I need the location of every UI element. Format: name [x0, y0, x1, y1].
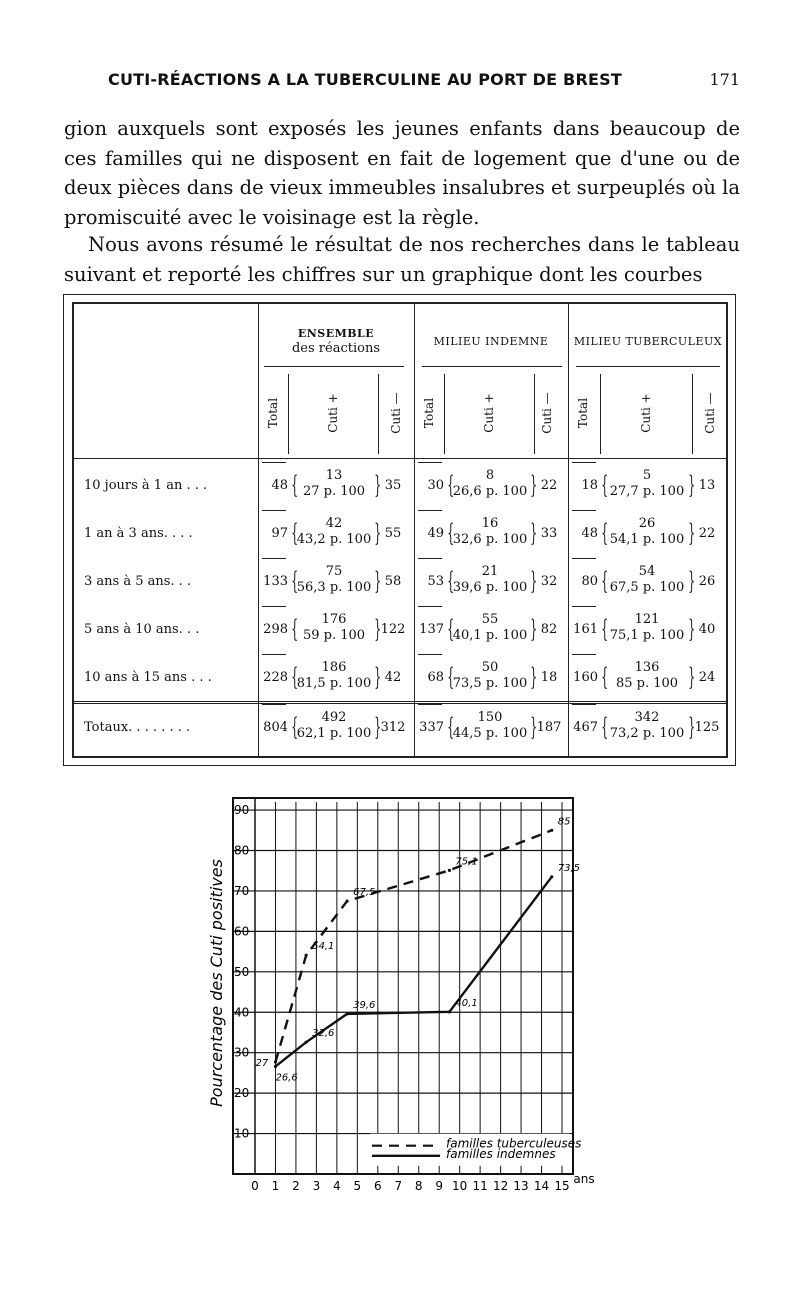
cell-cuti-pct-all: 59 p. 100: [302, 628, 366, 643]
cell-total-ind: 68: [427, 670, 444, 685]
group-subtitle-all: des réactions: [291, 341, 380, 356]
subheader-total-tuberculeux: Total: [576, 397, 590, 429]
cell-neg-all: 55: [384, 526, 402, 541]
cell-total-tub: 18: [581, 478, 598, 493]
x-tick-label: 10: [452, 1179, 468, 1193]
percentage-chart: [200, 788, 600, 1198]
cell-total-ind: 30: [427, 478, 444, 493]
cell-cuti-pct-ind: 26,6 p. 100: [452, 484, 528, 499]
cell-total-all: 804: [263, 720, 288, 735]
cell-total-all: 298: [263, 622, 288, 637]
brace-right-ind: }: [530, 615, 538, 643]
cell-cuti-pct-ind: 40,1 p. 100: [452, 628, 528, 643]
table-row-label: 5 ans à 10 ans. . .: [84, 622, 200, 637]
data-label: 40,1: [455, 997, 478, 1009]
cell-cuti-count-all: 75: [325, 564, 343, 579]
legend-label-tuberculeuses: familles tuberculeuses: [446, 1136, 582, 1151]
cell-total-all: 228: [263, 670, 288, 685]
legend-label-indemnes: familles indemnes: [446, 1146, 556, 1161]
cell-cuti-count-ind: 150: [477, 710, 503, 725]
x-tick-label: 14: [533, 1179, 550, 1193]
data-point: [305, 1041, 308, 1044]
brace-right-tub: }: [688, 615, 696, 643]
table-row-label: 3 ans à 5 ans. . .: [84, 574, 192, 589]
cell-cuti-count-tub: 26: [638, 516, 656, 531]
x-tick-label: 7: [394, 1179, 403, 1193]
data-point: [550, 829, 553, 832]
data-label: 32,6: [312, 1028, 335, 1040]
data-label: 73,5: [557, 862, 581, 874]
cell-cuti-pct-all: 62,1 p. 100: [296, 726, 372, 741]
totals-row-label: Totaux. . . . . . . .: [84, 720, 191, 735]
cell-total-all: 97: [271, 526, 288, 541]
group-header-all: [258, 326, 414, 356]
subheader-cutineg-indemne: Cuti —: [540, 392, 554, 434]
cell-total-ind: 137: [419, 622, 444, 637]
cell-cuti-pct-tub: 67,5 p. 100: [609, 580, 685, 595]
brace-right-ind: }: [530, 567, 538, 595]
cell-cuti-pct-ind: 32,6 p. 100: [452, 532, 528, 547]
cell-neg-tub: 125: [694, 720, 720, 735]
brace-left-tub: {: [601, 567, 609, 595]
cell-cuti-pct-tub: 85 p. 100: [615, 676, 679, 691]
cell-cuti-pct-all: 56,3 p. 100: [296, 580, 372, 595]
brace-right-tub: }: [688, 713, 696, 741]
group-title-all: ENSEMBLE: [297, 327, 375, 340]
y-tick-label: 70: [234, 883, 250, 898]
cell-total-tub: 467: [573, 720, 598, 735]
data-label: 75,1: [455, 856, 478, 868]
cell-cuti-pct-tub: 75,1 p. 100: [609, 628, 685, 643]
brace-left-all: {: [291, 519, 299, 547]
cell-cuti-pct-all: 27 p. 100: [302, 484, 366, 499]
brace-right-all: }: [374, 615, 382, 643]
subheader-cutineg-tuberculeux: Cuti —: [703, 392, 717, 434]
brace-right-tub: }: [688, 663, 696, 691]
x-tick-label: 9: [435, 1179, 444, 1193]
cell-neg-all: 312: [380, 720, 406, 735]
brace-left-all: {: [291, 615, 299, 643]
x-tick-label: 4: [333, 1179, 341, 1193]
brace-right-tub: }: [688, 471, 696, 499]
cell-cuti-count-all: 492: [321, 710, 347, 725]
brace-left-tub: {: [601, 471, 609, 499]
subheader-cutipos-tuberculeux: Cuti +: [639, 393, 653, 433]
page-number: 171: [709, 70, 740, 89]
data-label: 67,5: [353, 887, 376, 899]
brace-left-tub: {: [601, 615, 609, 643]
data-label: 85: [557, 816, 571, 828]
data-point: [305, 954, 308, 957]
running-title: CUTI-RÉACTIONS A LA TUBERCULINE AU PORT DE BREST: [108, 70, 622, 89]
cell-cuti-pct-all: 81,5 p. 100: [296, 676, 372, 691]
cell-cuti-pct-ind: 73,5 p. 100: [452, 676, 528, 691]
x-tick-label: 8: [414, 1179, 423, 1193]
brace-right-all: }: [374, 471, 382, 499]
y-tick-label: 20: [234, 1086, 250, 1101]
brace-right-tub: }: [688, 567, 696, 595]
cell-cuti-count-ind: 16: [481, 516, 499, 531]
cell-cuti-count-tub: 342: [634, 710, 660, 725]
cell-cuti-count-ind: 21: [481, 564, 499, 579]
data-point: [448, 869, 451, 872]
y-tick-label: 50: [234, 964, 250, 979]
cell-neg-ind: 18: [540, 670, 558, 685]
data-point: [448, 1010, 451, 1013]
group-title-indemne: MILIEU INDEMNE: [433, 335, 549, 348]
cell-cuti-count-all: 13: [325, 468, 343, 483]
brace-left-ind: {: [447, 519, 455, 547]
brace-left-ind: {: [447, 567, 455, 595]
brace-left-ind: {: [447, 663, 455, 691]
cell-neg-all: 122: [380, 622, 406, 637]
group-title-tuberculeux: MILIEU TUBERCULEUX: [573, 335, 723, 348]
cell-neg-tub: 26: [698, 574, 716, 589]
subheader-cutipos-indemne: Cuti +: [482, 393, 496, 433]
cell-total-tub: 48: [581, 526, 598, 541]
brace-left-all: {: [291, 471, 299, 499]
y-tick-label: 60: [234, 924, 250, 939]
cell-total-ind: 49: [427, 526, 444, 541]
data-point: [550, 875, 553, 878]
x-tick-label: 0: [251, 1179, 259, 1193]
cell-cuti-count-all: 176: [321, 612, 347, 627]
brace-left-ind: {: [447, 713, 455, 741]
brace-right-ind: }: [530, 471, 538, 499]
cell-neg-ind: 33: [540, 526, 558, 541]
x-tick-label: 11: [472, 1179, 488, 1193]
cell-cuti-count-tub: 121: [634, 612, 660, 627]
brace-left-all: {: [291, 567, 299, 595]
y-tick-label: 40: [234, 1005, 250, 1020]
brace-right-all: }: [374, 663, 382, 691]
cell-total-tub: 160: [573, 670, 598, 685]
brace-right-all: }: [374, 519, 382, 547]
y-tick-label: 80: [234, 843, 250, 858]
brace-left-all: {: [291, 713, 299, 741]
chart-container: [200, 788, 600, 1198]
subheader-total-indemne: Total: [422, 397, 436, 429]
cell-cuti-pct-ind: 44,5 p. 100: [452, 726, 528, 741]
cell-neg-tub: 22: [698, 526, 716, 541]
brace-left-tub: {: [601, 713, 609, 741]
cell-neg-ind: 187: [536, 720, 562, 735]
cell-total-tub: 80: [581, 574, 598, 589]
subheader-cutipos-all: Cuti +: [326, 393, 340, 433]
brace-right-all: }: [374, 567, 382, 595]
body-paragraph-2: Nous avons résumé le résultat de nos recherches dans le tableau suivant et reporté les chiffres sur un graphique dont les courbes: [64, 233, 740, 286]
cell-neg-ind: 22: [540, 478, 558, 493]
data-point: [274, 1065, 277, 1068]
chart-frame: [233, 798, 573, 1174]
cell-neg-all: 58: [384, 574, 402, 589]
cell-cuti-count-tub: 54: [638, 564, 656, 579]
table-row-label: 10 jours à 1 an . . .: [84, 478, 208, 493]
cell-cuti-count-ind: 8: [485, 468, 495, 483]
y-tick-label: 10: [234, 1126, 250, 1141]
cell-cuti-count-ind: 50: [481, 660, 499, 675]
brace-right-all: }: [374, 713, 382, 741]
cell-cuti-pct-all: 43,2 p. 100: [296, 532, 372, 547]
x-tick-label: 12: [492, 1179, 509, 1193]
cell-cuti-pct-tub: 27,7 p. 100: [609, 484, 685, 499]
x-tick-label: 15: [554, 1179, 570, 1193]
brace-right-tub: }: [688, 519, 696, 547]
cell-neg-tub: 13: [698, 478, 716, 493]
cell-total-all: 133: [263, 574, 288, 589]
subheader-cutineg-all: Cuti —: [389, 392, 403, 434]
x-tick-label: 3: [312, 1179, 321, 1193]
cell-total-tub: 161: [573, 622, 598, 637]
data-point: [346, 899, 349, 902]
brace-left-all: {: [291, 663, 299, 691]
brace-left-tub: {: [601, 519, 609, 547]
body-paragraph-1: gion auxquels sont exposés les jeunes enfants dans beaucoup de ces familles qui ne disposent en fait de logement que d'une ou de deux pièces dans de vieux immeubles insalubres et surpeuplés où la promiscuité avec le voisinage est la règle.: [64, 117, 740, 229]
data-point: [274, 1060, 277, 1063]
data-label: 26,6: [275, 1072, 298, 1084]
x-tick-label: 5: [353, 1179, 362, 1193]
data-point: [346, 1012, 349, 1015]
brace-right-ind: }: [530, 663, 538, 691]
brace-left-tub: {: [601, 663, 609, 691]
brace-right-ind: }: [530, 713, 538, 741]
cell-neg-tub: 40: [698, 622, 716, 637]
table-row-label: 1 an à 3 ans. . . .: [84, 526, 193, 541]
cell-total-ind: 53: [427, 574, 444, 589]
cell-cuti-pct-ind: 39,6 p. 100: [452, 580, 528, 595]
cell-neg-ind: 32: [540, 574, 558, 589]
cell-neg-tub: 24: [698, 670, 716, 685]
data-label: 39,6: [353, 999, 376, 1011]
y-tick-label: 30: [234, 1045, 250, 1060]
cell-cuti-count-tub: 5: [642, 468, 652, 483]
cell-cuti-pct-tub: 73,2 p. 100: [609, 726, 685, 741]
x-tick-label: 2: [292, 1179, 300, 1193]
brace-left-ind: {: [447, 615, 455, 643]
cell-cuti-count-tub: 136: [634, 660, 660, 675]
y-axis-label: Pourcentage des Cuti positives: [207, 859, 226, 1107]
cell-cuti-count-all: 42: [325, 516, 343, 531]
cell-neg-all: 42: [384, 670, 402, 685]
running-header: [86, 70, 746, 100]
results-table: [72, 302, 728, 758]
cell-total-ind: 337: [419, 720, 444, 735]
y-tick-label: 90: [234, 803, 250, 818]
brace-right-ind: }: [530, 519, 538, 547]
x-tick-label: 13: [513, 1179, 529, 1193]
cell-cuti-pct-tub: 54,1 p. 100: [609, 532, 685, 547]
brace-left-ind: {: [447, 471, 455, 499]
x-unit-label: ans: [573, 1172, 595, 1186]
cell-cuti-count-ind: 55: [481, 612, 499, 627]
cell-neg-ind: 82: [540, 622, 558, 637]
cell-total-all: 48: [271, 478, 288, 493]
x-tick-label: 6: [373, 1179, 382, 1193]
subheader-total-all: Total: [266, 397, 280, 429]
table-row-label: 10 ans à 15 ans . . .: [84, 670, 212, 685]
data-label: 27: [255, 1057, 269, 1069]
cell-neg-all: 35: [384, 478, 402, 493]
cell-cuti-count-all: 186: [321, 660, 347, 675]
x-tick-label: 1: [271, 1179, 280, 1193]
data-label: 54,1: [312, 941, 335, 953]
